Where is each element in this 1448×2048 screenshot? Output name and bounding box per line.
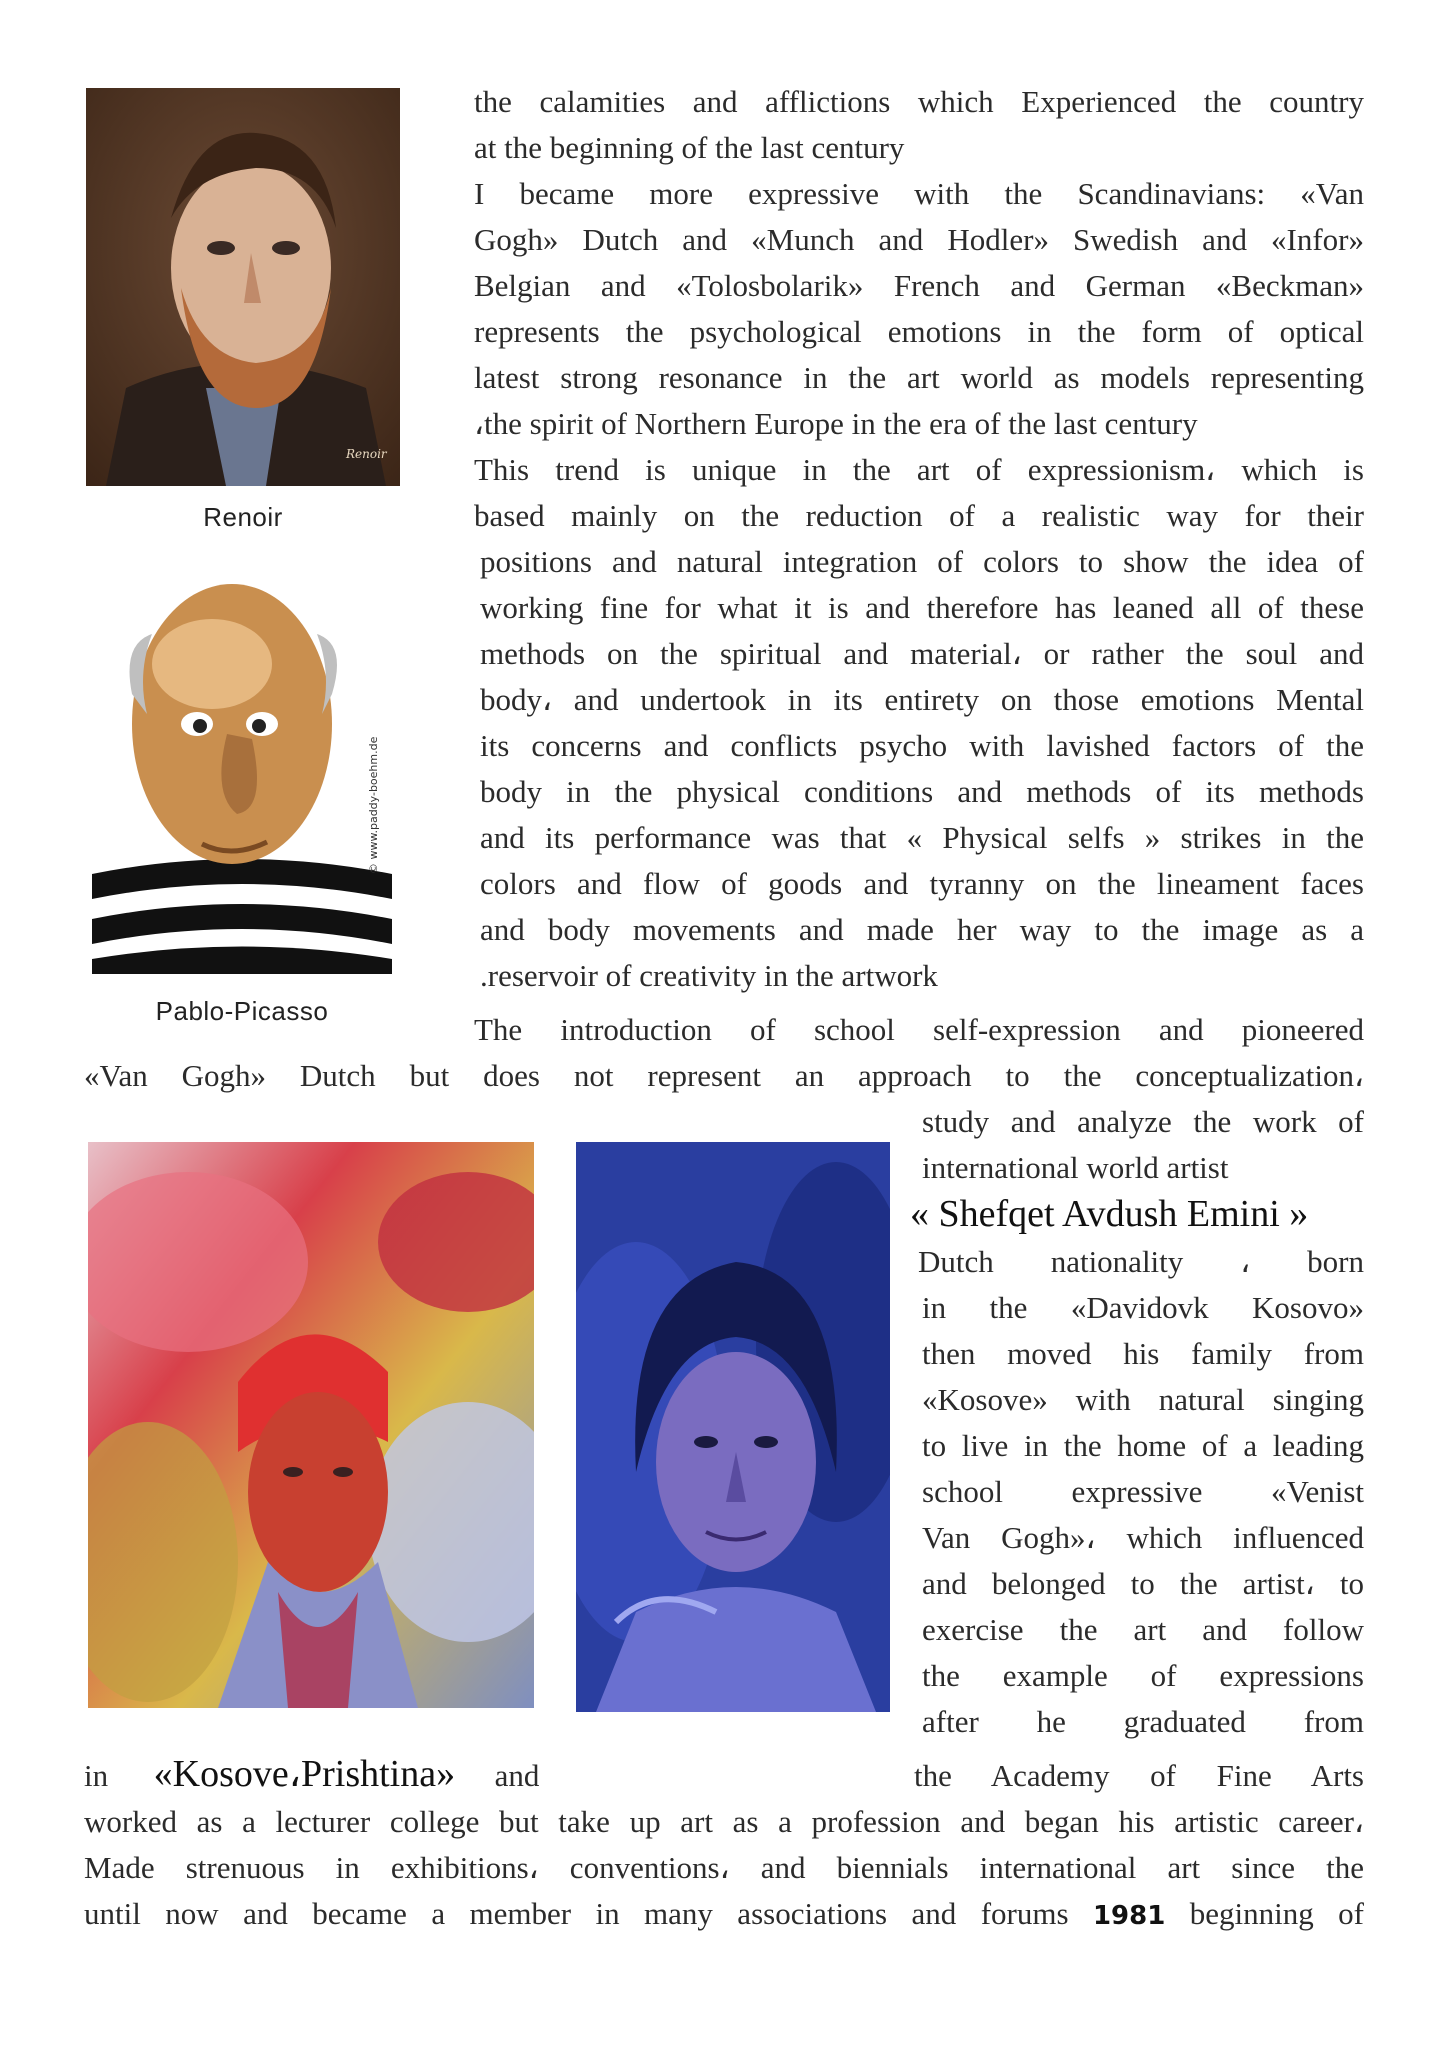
artist-line-15: the Academy of Fine Arts bbox=[914, 1758, 1364, 1793]
body-line-1: the calamities and afflictions which Experienced the country bbox=[474, 84, 1364, 119]
picasso-caricature-image bbox=[92, 574, 392, 974]
body-line-6: represents the psychological emotions in the form of optical bbox=[474, 314, 1364, 349]
body-line-5: Belgian and «Tolosbolarik» French and German «Beckman» bbox=[474, 268, 1364, 303]
bottom-line-2: worked as a lecturer college but take up art as a profession and began his artistic career، bbox=[84, 1804, 1364, 1839]
word-and: and bbox=[494, 1758, 540, 1793]
body-line-9: This trend is unique in the art of expressionism، which is bbox=[474, 452, 1364, 487]
body-line-21: The introduction of school self-expression and pioneered bbox=[474, 1012, 1364, 1047]
artist-line-12: exercise the art and follow bbox=[922, 1612, 1364, 1647]
body-line-4: Gogh» Dutch and «Munch and Hodler» Swedish and «Infor» bbox=[474, 222, 1364, 257]
body-line-8: ،the spirit of Northern Europe in the era of the last century bbox=[474, 406, 1198, 441]
body-line-10: based mainly on the reduction of a realistic way for their bbox=[474, 498, 1364, 533]
place-name: «Kosove،Prishtina» bbox=[153, 1753, 456, 1795]
body-line-19: and body movements and made her way to the image as a bbox=[480, 912, 1364, 947]
renoir-portrait-image bbox=[86, 88, 400, 486]
bottom-line-4-start: until now and became a member in many associations and forums bbox=[84, 1896, 1069, 1931]
bottom-line-4-end: beginning of bbox=[1189, 1896, 1364, 1931]
body-line-20: .reservoir of creativity in the artwork bbox=[480, 958, 938, 993]
artist-line-4: Dutch nationality ، born bbox=[918, 1244, 1364, 1279]
body-line-12: working fine for what it is and therefore has leaned all of these bbox=[480, 590, 1364, 625]
artist-line-13: the example of expressions bbox=[922, 1658, 1364, 1693]
renoir-caption: Renoir bbox=[203, 502, 283, 532]
artist-line-8: to live in the home of a leading bbox=[922, 1428, 1364, 1463]
artist-line-1: study and analyze the work of bbox=[922, 1104, 1364, 1139]
body-line-18: colors and flow of goods and tyranny on the lineament faces bbox=[480, 866, 1364, 901]
body-line-15: its concerns and conflicts psycho with lavished factors of the bbox=[480, 728, 1364, 763]
bottom-line-4 bbox=[84, 1891, 1364, 1937]
artist-line-5: in the «Davidovk Kosovo» bbox=[922, 1290, 1364, 1325]
body-line-2: at the beginning of the last century bbox=[474, 130, 905, 165]
body-line-16: body in the physical conditions and methods of its methods bbox=[480, 774, 1364, 809]
picasso-credit: © www.paddy-boehm.de bbox=[367, 736, 380, 874]
body-line-17: and its performance was that « Physical selfs » strikes in the bbox=[480, 820, 1364, 855]
picasso-caption: Pablo-Picasso bbox=[155, 996, 329, 1026]
body-line-11: positions and natural integration of colors to show the idea of bbox=[480, 544, 1364, 579]
artist-line-2: international world artist bbox=[922, 1150, 1229, 1185]
svg-text:Renoir: Renoir bbox=[346, 447, 387, 461]
bottom-line-3: Made strenuous in exhibitions، conventions، and biennials international art since the bbox=[84, 1850, 1364, 1885]
body-line-7: latest strong resonance in the art world as models representing bbox=[474, 360, 1364, 395]
bottom-line-1-left bbox=[84, 1751, 560, 1797]
word-in: in bbox=[84, 1758, 109, 1793]
body-line-14: body، and undertook in its entirety on those emotions Mental bbox=[480, 682, 1364, 717]
year-1981: 1981 bbox=[1092, 1901, 1166, 1931]
blue-woman-painting-image bbox=[576, 1142, 890, 1712]
artist-line-11: and belonged to the artist، to bbox=[922, 1566, 1364, 1601]
artist-line-10: Van Gogh»، which influenced bbox=[922, 1520, 1364, 1555]
artist-line-14: after he graduated from bbox=[922, 1704, 1364, 1739]
red-woman-painting-image bbox=[88, 1142, 534, 1708]
body-line-3: I became more expressive with the Scandinavians: «Van bbox=[474, 176, 1364, 211]
artist-line-6: then moved his family from bbox=[922, 1336, 1364, 1371]
body-line-22: «Van Gogh» Dutch but does not represent an approach to the conceptualization، bbox=[84, 1058, 1364, 1093]
artist-line-9: school expressive «Venist bbox=[922, 1474, 1364, 1509]
artist-line-7: «Kosove» with natural singing bbox=[922, 1382, 1364, 1417]
artist-name: « Shefqet Avdush Emini » bbox=[910, 1193, 1309, 1235]
body-line-13: methods on the spiritual and material، or rather the soul and bbox=[480, 636, 1364, 671]
